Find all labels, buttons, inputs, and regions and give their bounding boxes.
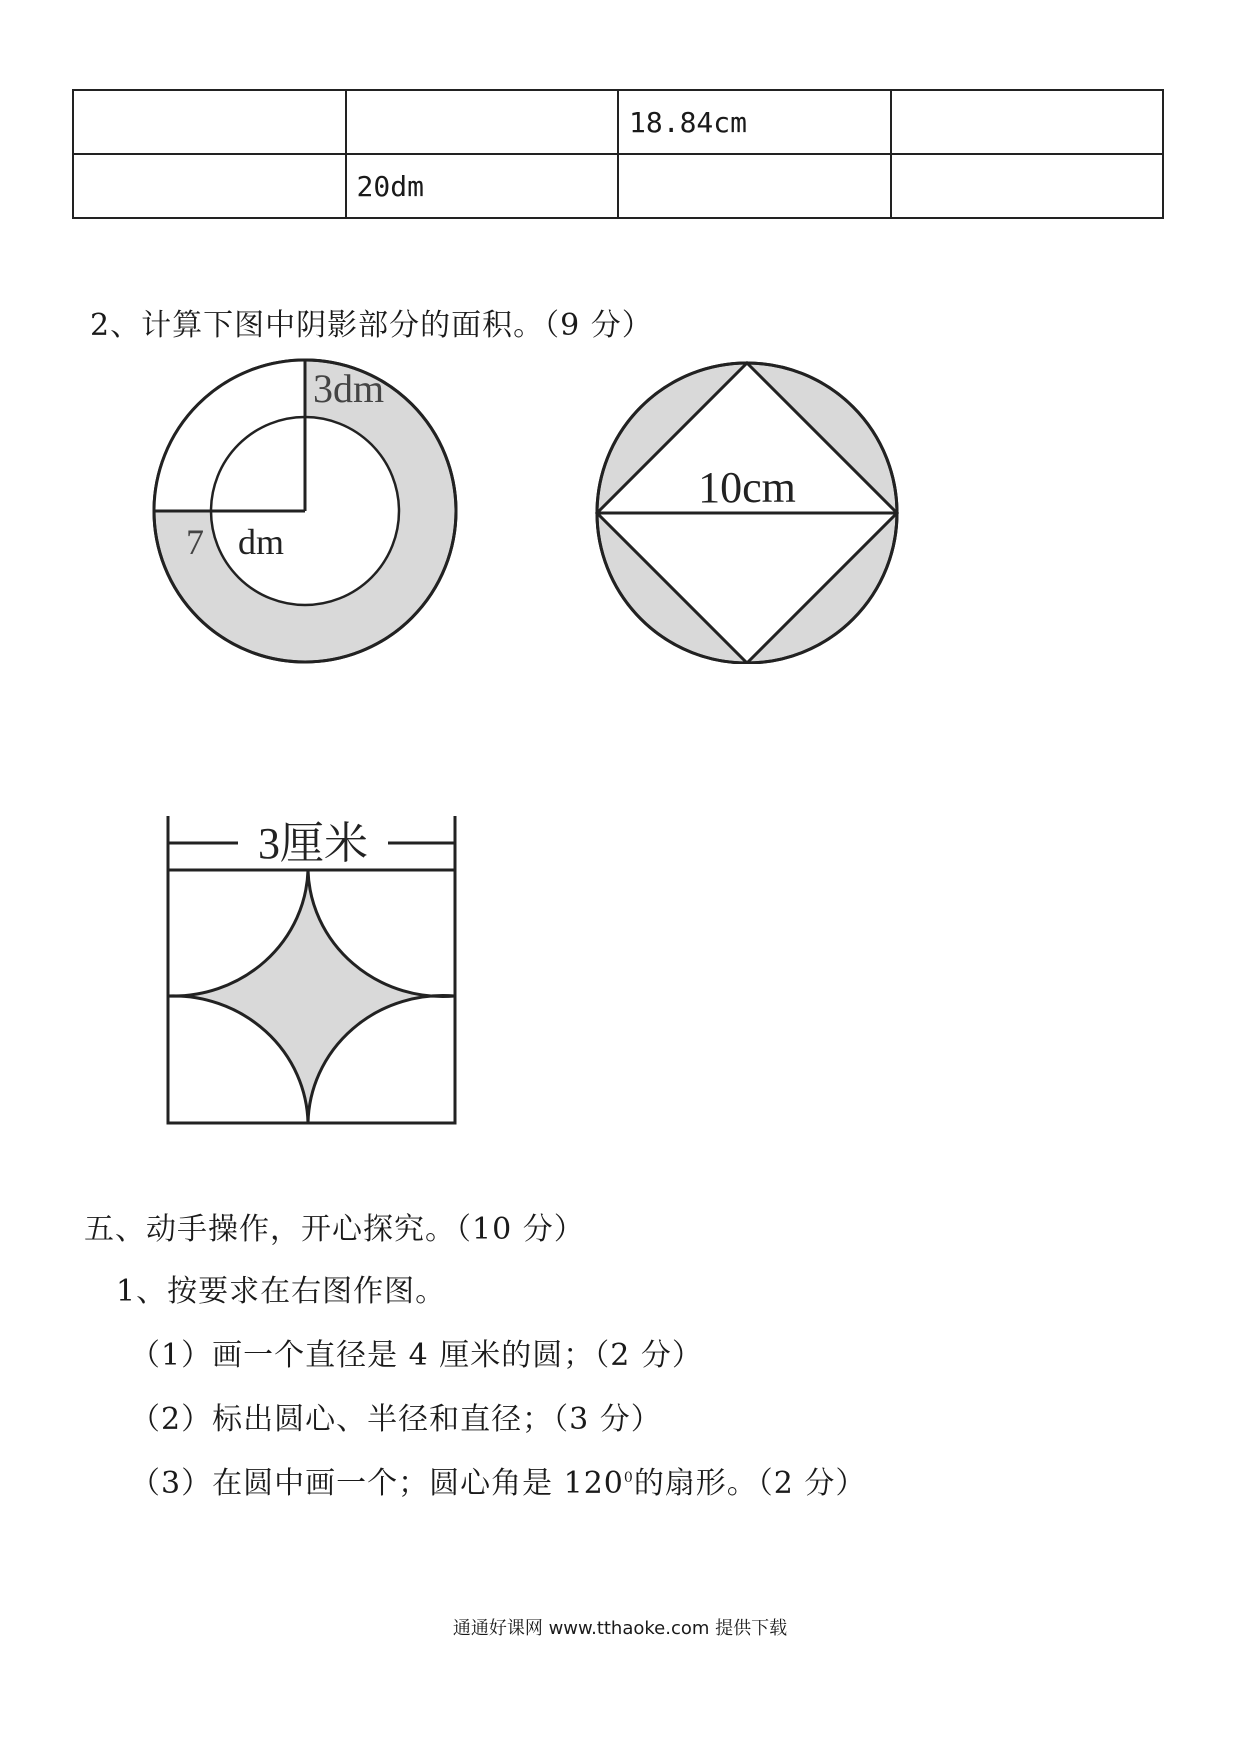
table-cell: 20dm xyxy=(346,154,619,218)
table-cell xyxy=(346,90,619,154)
degree-superscript: 0 xyxy=(623,1470,634,1486)
table-cell xyxy=(73,154,346,218)
table-cell xyxy=(73,90,346,154)
circle-square-figure xyxy=(594,360,904,664)
side-length-label: 3厘米 xyxy=(258,819,368,868)
table-cell xyxy=(891,154,1164,218)
footer-credit: 通通好课网 www.tthaoke.com 提供下载 xyxy=(452,1618,788,1639)
table-cell: 18.84cm xyxy=(618,90,891,154)
section-5-heading: 五、动手操作，开心探究。（10 分） xyxy=(84,1212,585,1247)
table-row xyxy=(73,154,1163,218)
annulus-outer-label: 3dm xyxy=(313,366,385,411)
section-5-item-3 xyxy=(130,1458,866,1502)
annulus-inner-label-unit: dm xyxy=(238,522,285,562)
table-cell xyxy=(618,154,891,218)
square-arcs-figure xyxy=(160,810,470,1130)
table-row xyxy=(73,90,1163,154)
question-2-heading: 2、计算下图中阴影部分的面积。（9 分） xyxy=(90,308,653,343)
annulus-inner-label-num: 7 xyxy=(186,522,204,562)
annulus-figure xyxy=(150,358,470,668)
item-3-text-b: 的扇形。（2 分） xyxy=(633,1466,867,1501)
section-5-item-1: （1）画一个直径是 4 厘米的圆；（2 分） xyxy=(130,1338,703,1373)
section-5-question-1: 1、按要求在右图作图。 xyxy=(116,1274,447,1309)
section-5-item-2: （2）标出圆心、半径和直径；（3 分） xyxy=(130,1402,662,1437)
data-table xyxy=(72,89,1164,219)
table-cell xyxy=(891,90,1164,154)
diameter-label: 10cm xyxy=(698,463,796,512)
item-3-text-a: （3）在圆中画一个；圆心角是 120 xyxy=(130,1466,624,1501)
